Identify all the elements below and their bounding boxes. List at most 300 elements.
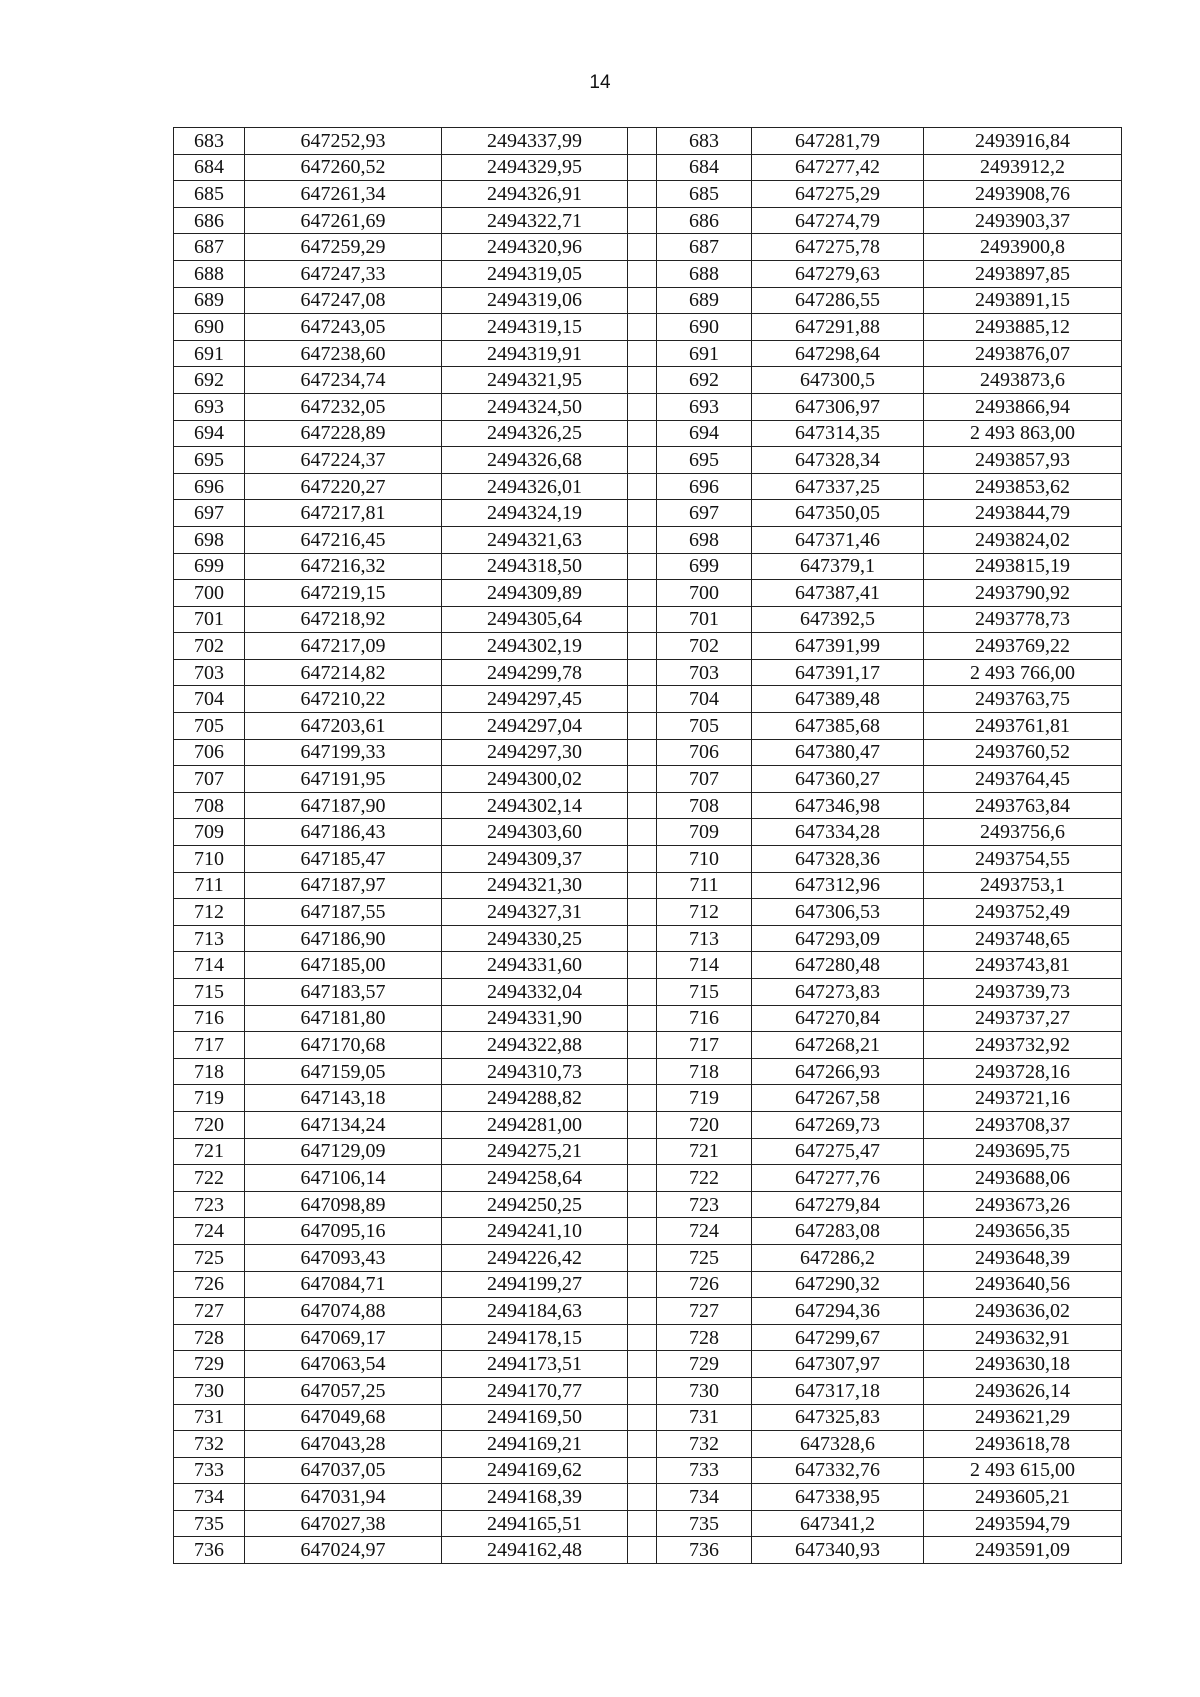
left-point-number-cell: 703	[174, 659, 245, 686]
right-point-number-cell: 696	[657, 473, 752, 500]
separator-cell	[628, 367, 657, 394]
left-y-coordinate-cell: 2494321,30	[442, 872, 628, 899]
left-x-coordinate-cell: 647037,05	[245, 1457, 442, 1484]
left-y-coordinate-cell: 2494331,90	[442, 1005, 628, 1032]
coordinates-table	[173, 127, 1122, 1564]
right-x-coordinate-cell: 647266,93	[752, 1058, 924, 1085]
right-point-number-cell: 702	[657, 633, 752, 660]
separator-cell	[628, 526, 657, 553]
left-x-coordinate-cell: 647219,15	[245, 580, 442, 607]
separator-cell	[628, 1271, 657, 1298]
left-point-number-cell: 704	[174, 686, 245, 713]
table-row	[174, 1111, 1122, 1138]
left-point-number-cell: 721	[174, 1138, 245, 1165]
right-x-coordinate-cell: 647340,93	[752, 1537, 924, 1564]
right-y-coordinate-cell: 2 493 863,00	[924, 420, 1122, 447]
left-y-coordinate-cell: 2494184,63	[442, 1298, 628, 1325]
left-point-number-cell: 684	[174, 154, 245, 181]
right-x-coordinate-cell: 647391,99	[752, 633, 924, 660]
right-y-coordinate-cell: 2 493 766,00	[924, 659, 1122, 686]
right-y-coordinate-cell: 2493636,02	[924, 1298, 1122, 1325]
right-x-coordinate-cell: 647300,5	[752, 367, 924, 394]
right-x-coordinate-cell: 647392,5	[752, 606, 924, 633]
left-x-coordinate-cell: 647134,24	[245, 1111, 442, 1138]
right-x-coordinate-cell: 647332,76	[752, 1457, 924, 1484]
table-row	[174, 846, 1122, 873]
right-y-coordinate-cell: 2493695,75	[924, 1138, 1122, 1165]
left-x-coordinate-cell: 647185,47	[245, 846, 442, 873]
left-point-number-cell: 718	[174, 1058, 245, 1085]
table-row	[174, 606, 1122, 633]
separator-cell	[628, 1218, 657, 1245]
left-y-coordinate-cell: 2494173,51	[442, 1351, 628, 1378]
separator-cell	[628, 447, 657, 474]
right-x-coordinate-cell: 647273,83	[752, 979, 924, 1006]
right-x-coordinate-cell: 647274,79	[752, 207, 924, 234]
table-row	[174, 792, 1122, 819]
separator-cell	[628, 340, 657, 367]
left-y-coordinate-cell: 2494162,48	[442, 1537, 628, 1564]
table-body	[174, 128, 1122, 1564]
right-y-coordinate-cell: 2493900,8	[924, 234, 1122, 261]
table-row	[174, 234, 1122, 261]
right-x-coordinate-cell: 647307,97	[752, 1351, 924, 1378]
right-y-coordinate-cell: 2493853,62	[924, 473, 1122, 500]
left-y-coordinate-cell: 2494321,95	[442, 367, 628, 394]
left-point-number-cell: 733	[174, 1457, 245, 1484]
left-y-coordinate-cell: 2494330,25	[442, 925, 628, 952]
right-point-number-cell: 736	[657, 1537, 752, 1564]
right-point-number-cell: 732	[657, 1431, 752, 1458]
right-x-coordinate-cell: 647387,41	[752, 580, 924, 607]
left-y-coordinate-cell: 2494169,62	[442, 1457, 628, 1484]
right-x-coordinate-cell: 647280,48	[752, 952, 924, 979]
left-x-coordinate-cell: 647247,33	[245, 260, 442, 287]
left-point-number-cell: 716	[174, 1005, 245, 1032]
right-x-coordinate-cell: 647306,53	[752, 899, 924, 926]
separator-cell	[628, 1404, 657, 1431]
right-point-number-cell: 717	[657, 1032, 752, 1059]
left-y-coordinate-cell: 2494318,50	[442, 553, 628, 580]
left-x-coordinate-cell: 647232,05	[245, 393, 442, 420]
right-point-number-cell: 694	[657, 420, 752, 447]
left-y-coordinate-cell: 2494297,04	[442, 713, 628, 740]
right-point-number-cell: 734	[657, 1484, 752, 1511]
right-y-coordinate-cell: 2493761,81	[924, 713, 1122, 740]
left-point-number-cell: 697	[174, 500, 245, 527]
left-point-number-cell: 705	[174, 713, 245, 740]
right-y-coordinate-cell: 2493756,6	[924, 819, 1122, 846]
left-x-coordinate-cell: 647027,38	[245, 1510, 442, 1537]
table-row	[174, 1351, 1122, 1378]
left-x-coordinate-cell: 647247,08	[245, 287, 442, 314]
right-point-number-cell: 705	[657, 713, 752, 740]
left-point-number-cell: 717	[174, 1032, 245, 1059]
table-row	[174, 1244, 1122, 1271]
left-x-coordinate-cell: 647084,71	[245, 1271, 442, 1298]
right-point-number-cell: 721	[657, 1138, 752, 1165]
right-y-coordinate-cell: 2493778,73	[924, 606, 1122, 633]
left-x-coordinate-cell: 647214,82	[245, 659, 442, 686]
right-point-number-cell: 720	[657, 1111, 752, 1138]
left-x-coordinate-cell: 647143,18	[245, 1085, 442, 1112]
right-y-coordinate-cell: 2493844,79	[924, 500, 1122, 527]
left-x-coordinate-cell: 647203,61	[245, 713, 442, 740]
left-y-coordinate-cell: 2494275,21	[442, 1138, 628, 1165]
left-point-number-cell: 708	[174, 792, 245, 819]
left-point-number-cell: 730	[174, 1377, 245, 1404]
left-point-number-cell: 719	[174, 1085, 245, 1112]
left-x-coordinate-cell: 647228,89	[245, 420, 442, 447]
left-x-coordinate-cell: 647218,92	[245, 606, 442, 633]
separator-cell	[628, 686, 657, 713]
table-row	[174, 1058, 1122, 1085]
left-point-number-cell: 691	[174, 340, 245, 367]
right-point-number-cell: 683	[657, 128, 752, 155]
separator-cell	[628, 500, 657, 527]
right-y-coordinate-cell: 2493760,52	[924, 739, 1122, 766]
left-point-number-cell: 722	[174, 1165, 245, 1192]
separator-cell	[628, 606, 657, 633]
left-x-coordinate-cell: 647186,43	[245, 819, 442, 846]
right-point-number-cell: 716	[657, 1005, 752, 1032]
right-x-coordinate-cell: 647275,47	[752, 1138, 924, 1165]
separator-cell	[628, 234, 657, 261]
left-x-coordinate-cell: 647069,17	[245, 1324, 442, 1351]
separator-cell	[628, 1165, 657, 1192]
left-y-coordinate-cell: 2494169,21	[442, 1431, 628, 1458]
left-y-coordinate-cell: 2494320,96	[442, 234, 628, 261]
separator-cell	[628, 819, 657, 846]
left-point-number-cell: 735	[174, 1510, 245, 1537]
right-x-coordinate-cell: 647334,28	[752, 819, 924, 846]
left-point-number-cell: 728	[174, 1324, 245, 1351]
right-y-coordinate-cell: 2493630,18	[924, 1351, 1122, 1378]
separator-cell	[628, 766, 657, 793]
table-row	[174, 500, 1122, 527]
right-x-coordinate-cell: 647283,08	[752, 1218, 924, 1245]
left-x-coordinate-cell: 647183,57	[245, 979, 442, 1006]
right-y-coordinate-cell: 2493688,06	[924, 1165, 1122, 1192]
separator-cell	[628, 154, 657, 181]
right-point-number-cell: 695	[657, 447, 752, 474]
left-x-coordinate-cell: 647220,27	[245, 473, 442, 500]
right-x-coordinate-cell: 647314,35	[752, 420, 924, 447]
left-x-coordinate-cell: 647074,88	[245, 1298, 442, 1325]
left-y-coordinate-cell: 2494326,91	[442, 181, 628, 208]
left-point-number-cell: 731	[174, 1404, 245, 1431]
right-x-coordinate-cell: 647294,36	[752, 1298, 924, 1325]
right-y-coordinate-cell: 2493824,02	[924, 526, 1122, 553]
left-point-number-cell: 694	[174, 420, 245, 447]
right-y-coordinate-cell: 2493903,37	[924, 207, 1122, 234]
right-x-coordinate-cell: 647275,78	[752, 234, 924, 261]
left-x-coordinate-cell: 647261,34	[245, 181, 442, 208]
left-x-coordinate-cell: 647170,68	[245, 1032, 442, 1059]
table-row	[174, 819, 1122, 846]
left-y-coordinate-cell: 2494281,00	[442, 1111, 628, 1138]
table-row	[174, 1431, 1122, 1458]
table-row	[174, 1537, 1122, 1564]
left-y-coordinate-cell: 2494324,50	[442, 393, 628, 420]
right-point-number-cell: 706	[657, 739, 752, 766]
right-y-coordinate-cell: 2493873,6	[924, 367, 1122, 394]
left-x-coordinate-cell: 647043,28	[245, 1431, 442, 1458]
separator-cell	[628, 899, 657, 926]
left-point-number-cell: 712	[174, 899, 245, 926]
right-x-coordinate-cell: 647328,34	[752, 447, 924, 474]
left-x-coordinate-cell: 647181,80	[245, 1005, 442, 1032]
left-point-number-cell: 686	[174, 207, 245, 234]
table-row	[174, 925, 1122, 952]
right-y-coordinate-cell: 2493732,92	[924, 1032, 1122, 1059]
right-y-coordinate-cell: 2493591,09	[924, 1537, 1122, 1564]
right-x-coordinate-cell: 647385,68	[752, 713, 924, 740]
right-point-number-cell: 686	[657, 207, 752, 234]
right-point-number-cell: 684	[657, 154, 752, 181]
left-x-coordinate-cell: 647187,90	[245, 792, 442, 819]
separator-cell	[628, 314, 657, 341]
right-point-number-cell: 731	[657, 1404, 752, 1431]
separator-cell	[628, 846, 657, 873]
left-x-coordinate-cell: 647093,43	[245, 1244, 442, 1271]
table-row	[174, 473, 1122, 500]
right-x-coordinate-cell: 647270,84	[752, 1005, 924, 1032]
left-y-coordinate-cell: 2494250,25	[442, 1191, 628, 1218]
left-point-number-cell: 729	[174, 1351, 245, 1378]
left-y-coordinate-cell: 2494170,77	[442, 1377, 628, 1404]
left-x-coordinate-cell: 647187,55	[245, 899, 442, 926]
left-y-coordinate-cell: 2494258,64	[442, 1165, 628, 1192]
separator-cell	[628, 1484, 657, 1511]
right-x-coordinate-cell: 647317,18	[752, 1377, 924, 1404]
left-point-number-cell: 699	[174, 553, 245, 580]
left-y-coordinate-cell: 2494329,95	[442, 154, 628, 181]
right-point-number-cell: 733	[657, 1457, 752, 1484]
right-x-coordinate-cell: 647299,67	[752, 1324, 924, 1351]
right-y-coordinate-cell: 2493753,1	[924, 872, 1122, 899]
left-point-number-cell: 701	[174, 606, 245, 633]
separator-cell	[628, 1324, 657, 1351]
left-point-number-cell: 714	[174, 952, 245, 979]
separator-cell	[628, 925, 657, 952]
right-x-coordinate-cell: 647268,21	[752, 1032, 924, 1059]
left-point-number-cell: 724	[174, 1218, 245, 1245]
separator-cell	[628, 393, 657, 420]
table-row	[174, 686, 1122, 713]
left-point-number-cell: 710	[174, 846, 245, 873]
table-row	[174, 1404, 1122, 1431]
separator-cell	[628, 1351, 657, 1378]
left-point-number-cell: 713	[174, 925, 245, 952]
right-point-number-cell: 729	[657, 1351, 752, 1378]
left-x-coordinate-cell: 647106,14	[245, 1165, 442, 1192]
right-y-coordinate-cell: 2493618,78	[924, 1431, 1122, 1458]
right-y-coordinate-cell: 2493626,14	[924, 1377, 1122, 1404]
right-x-coordinate-cell: 647298,64	[752, 340, 924, 367]
right-x-coordinate-cell: 647371,46	[752, 526, 924, 553]
separator-cell	[628, 287, 657, 314]
separator-cell	[628, 1032, 657, 1059]
separator-cell	[628, 553, 657, 580]
right-x-coordinate-cell: 647291,88	[752, 314, 924, 341]
left-point-number-cell: 726	[174, 1271, 245, 1298]
right-y-coordinate-cell: 2493891,15	[924, 287, 1122, 314]
right-x-coordinate-cell: 647389,48	[752, 686, 924, 713]
separator-cell	[628, 979, 657, 1006]
left-y-coordinate-cell: 2494241,10	[442, 1218, 628, 1245]
left-y-coordinate-cell: 2494326,68	[442, 447, 628, 474]
left-x-coordinate-cell: 647252,93	[245, 128, 442, 155]
left-y-coordinate-cell: 2494319,06	[442, 287, 628, 314]
left-x-coordinate-cell: 647063,54	[245, 1351, 442, 1378]
table-row	[174, 367, 1122, 394]
right-y-coordinate-cell: 2493763,75	[924, 686, 1122, 713]
right-y-coordinate-cell: 2493866,94	[924, 393, 1122, 420]
table-row	[174, 340, 1122, 367]
table-row	[174, 207, 1122, 234]
left-x-coordinate-cell: 647159,05	[245, 1058, 442, 1085]
left-y-coordinate-cell: 2494309,89	[442, 580, 628, 607]
table-row	[174, 181, 1122, 208]
right-x-coordinate-cell: 647350,05	[752, 500, 924, 527]
left-y-coordinate-cell: 2494324,19	[442, 500, 628, 527]
left-y-coordinate-cell: 2494297,45	[442, 686, 628, 713]
left-point-number-cell: 720	[174, 1111, 245, 1138]
table-row	[174, 1005, 1122, 1032]
table-row	[174, 659, 1122, 686]
left-y-coordinate-cell: 2494302,19	[442, 633, 628, 660]
right-x-coordinate-cell: 647360,27	[752, 766, 924, 793]
left-y-coordinate-cell: 2494300,02	[442, 766, 628, 793]
right-y-coordinate-cell: 2493743,81	[924, 952, 1122, 979]
left-point-number-cell: 723	[174, 1191, 245, 1218]
table-row	[174, 1298, 1122, 1325]
right-y-coordinate-cell: 2493739,73	[924, 979, 1122, 1006]
left-y-coordinate-cell: 2494168,39	[442, 1484, 628, 1511]
right-y-coordinate-cell: 2493648,39	[924, 1244, 1122, 1271]
right-point-number-cell: 719	[657, 1085, 752, 1112]
left-x-coordinate-cell: 647217,81	[245, 500, 442, 527]
table-row	[174, 1032, 1122, 1059]
left-x-coordinate-cell: 647216,45	[245, 526, 442, 553]
right-x-coordinate-cell: 647277,76	[752, 1165, 924, 1192]
separator-cell	[628, 1005, 657, 1032]
table-row	[174, 260, 1122, 287]
left-y-coordinate-cell: 2494297,30	[442, 739, 628, 766]
right-point-number-cell: 687	[657, 234, 752, 261]
left-y-coordinate-cell: 2494288,82	[442, 1085, 628, 1112]
right-y-coordinate-cell: 2493721,16	[924, 1085, 1122, 1112]
right-point-number-cell: 735	[657, 1510, 752, 1537]
right-point-number-cell: 703	[657, 659, 752, 686]
right-point-number-cell: 704	[657, 686, 752, 713]
right-y-coordinate-cell: 2493815,19	[924, 553, 1122, 580]
table-row	[174, 872, 1122, 899]
separator-cell	[628, 473, 657, 500]
left-point-number-cell: 702	[174, 633, 245, 660]
right-point-number-cell: 685	[657, 181, 752, 208]
left-y-coordinate-cell: 2494178,15	[442, 1324, 628, 1351]
left-y-coordinate-cell: 2494302,14	[442, 792, 628, 819]
right-y-coordinate-cell: 2493885,12	[924, 314, 1122, 341]
separator-cell	[628, 739, 657, 766]
right-point-number-cell: 699	[657, 553, 752, 580]
left-y-coordinate-cell: 2494165,51	[442, 1510, 628, 1537]
right-point-number-cell: 715	[657, 979, 752, 1006]
left-x-coordinate-cell: 647095,16	[245, 1218, 442, 1245]
left-y-coordinate-cell: 2494199,27	[442, 1271, 628, 1298]
left-x-coordinate-cell: 647238,60	[245, 340, 442, 367]
left-point-number-cell: 683	[174, 128, 245, 155]
left-point-number-cell: 687	[174, 234, 245, 261]
right-y-coordinate-cell: 2493790,92	[924, 580, 1122, 607]
right-y-coordinate-cell: 2493769,22	[924, 633, 1122, 660]
left-point-number-cell: 688	[174, 260, 245, 287]
separator-cell	[628, 1058, 657, 1085]
right-x-coordinate-cell: 647380,47	[752, 739, 924, 766]
right-y-coordinate-cell: 2493737,27	[924, 1005, 1122, 1032]
separator-cell	[628, 1138, 657, 1165]
left-y-coordinate-cell: 2494327,31	[442, 899, 628, 926]
right-point-number-cell: 700	[657, 580, 752, 607]
left-point-number-cell: 734	[174, 1484, 245, 1511]
left-x-coordinate-cell: 647217,09	[245, 633, 442, 660]
right-x-coordinate-cell: 647277,42	[752, 154, 924, 181]
right-point-number-cell: 712	[657, 899, 752, 926]
right-x-coordinate-cell: 647379,1	[752, 553, 924, 580]
left-y-coordinate-cell: 2494303,60	[442, 819, 628, 846]
left-point-number-cell: 709	[174, 819, 245, 846]
right-point-number-cell: 710	[657, 846, 752, 873]
right-y-coordinate-cell: 2493632,91	[924, 1324, 1122, 1351]
left-point-number-cell: 736	[174, 1537, 245, 1564]
table-row	[174, 1165, 1122, 1192]
separator-cell	[628, 260, 657, 287]
left-y-coordinate-cell: 2494169,50	[442, 1404, 628, 1431]
left-y-coordinate-cell: 2494305,64	[442, 606, 628, 633]
left-point-number-cell: 692	[174, 367, 245, 394]
table-row	[174, 979, 1122, 1006]
left-y-coordinate-cell: 2494331,60	[442, 952, 628, 979]
table-row	[174, 287, 1122, 314]
separator-cell	[628, 1457, 657, 1484]
left-x-coordinate-cell: 647057,25	[245, 1377, 442, 1404]
separator-cell	[628, 1298, 657, 1325]
right-x-coordinate-cell: 647275,29	[752, 181, 924, 208]
right-point-number-cell: 688	[657, 260, 752, 287]
right-y-coordinate-cell: 2493594,79	[924, 1510, 1122, 1537]
right-point-number-cell: 693	[657, 393, 752, 420]
right-x-coordinate-cell: 647337,25	[752, 473, 924, 500]
right-point-number-cell: 713	[657, 925, 752, 952]
left-x-coordinate-cell: 647199,33	[245, 739, 442, 766]
left-x-coordinate-cell: 647185,00	[245, 952, 442, 979]
right-point-number-cell: 730	[657, 1377, 752, 1404]
right-point-number-cell: 707	[657, 766, 752, 793]
table-row	[174, 314, 1122, 341]
table-row	[174, 633, 1122, 660]
separator-cell	[628, 207, 657, 234]
right-point-number-cell: 701	[657, 606, 752, 633]
separator-cell	[628, 1537, 657, 1564]
right-x-coordinate-cell: 647267,58	[752, 1085, 924, 1112]
right-y-coordinate-cell: 2493764,45	[924, 766, 1122, 793]
left-x-coordinate-cell: 647216,32	[245, 553, 442, 580]
separator-cell	[628, 1191, 657, 1218]
left-point-number-cell: 696	[174, 473, 245, 500]
table-row	[174, 553, 1122, 580]
